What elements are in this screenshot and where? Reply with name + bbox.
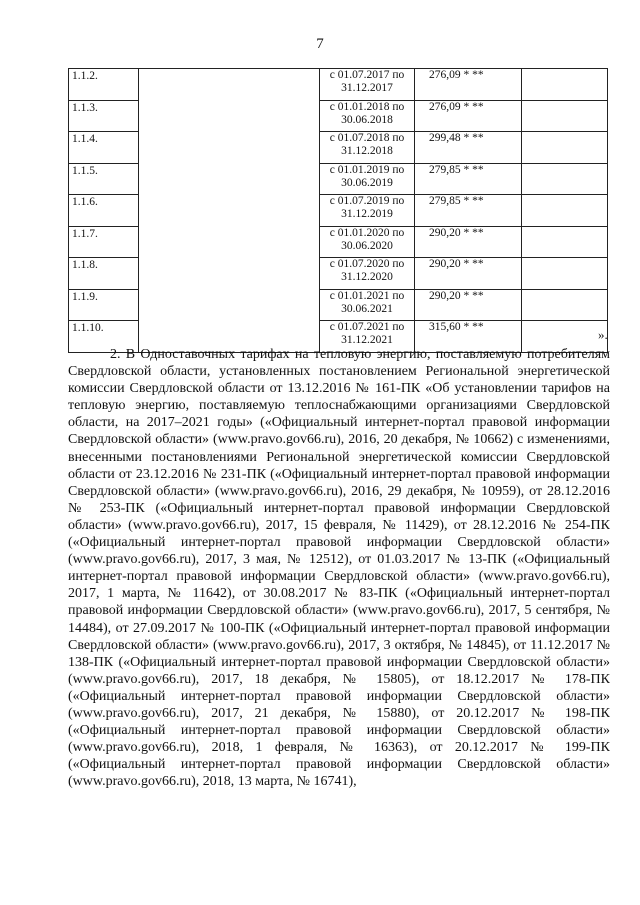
period-cell <box>320 69 415 101</box>
row-number: 1.1.7. <box>69 226 139 258</box>
table-row <box>69 69 608 101</box>
empty-cell <box>522 289 608 321</box>
period-from: с 01.07.2019 по <box>329 195 405 207</box>
period-to: 30.06.2019 <box>341 176 393 189</box>
tariff-value: 276,09 * ** <box>415 100 522 132</box>
tariff-value: 315,60 * ** <box>415 321 522 353</box>
period-to: 30.06.2021 <box>341 302 393 315</box>
period-cell <box>320 163 415 195</box>
row-number: 1.1.4. <box>69 132 139 164</box>
empty-cell <box>522 258 608 290</box>
tariff-value: 290,20 * ** <box>415 258 522 290</box>
page-number: 7 <box>316 36 324 52</box>
period-to: 31.12.2020 <box>341 271 393 283</box>
tariff-value: 276,09 * ** <box>415 69 522 101</box>
period-to: 30.06.2018 <box>341 113 393 126</box>
empty-cell <box>522 163 608 195</box>
period-from: с 01.07.2021 по <box>329 321 405 333</box>
period-from: с 01.07.2018 по <box>329 132 405 144</box>
period-cell <box>320 258 415 290</box>
period-cell <box>320 289 415 321</box>
body-text <box>68 346 610 790</box>
row-number: 1.1.5. <box>69 163 139 195</box>
empty-cell <box>522 195 608 227</box>
tariff-value: 290,20 * ** <box>415 289 522 321</box>
period-to: 31.12.2021 <box>341 334 393 346</box>
tariff-value: 299,48 * ** <box>415 132 522 164</box>
tariff-value: 279,85 * ** <box>415 163 522 195</box>
period-from: с 01.01.2018 по <box>329 100 405 113</box>
row-number: 1.1.3. <box>69 100 139 132</box>
period-from: с 01.07.2020 по <box>329 258 405 270</box>
empty-cell <box>522 100 608 132</box>
period-cell <box>320 100 415 132</box>
row-number: 1.1.6. <box>69 195 139 227</box>
row-number: 1.1.2. <box>69 69 139 101</box>
empty-cell <box>522 226 608 258</box>
tariff-value: 290,20 * ** <box>415 226 522 258</box>
period-to: 31.12.2018 <box>341 145 393 157</box>
row-number: 1.1.10. <box>69 321 139 353</box>
closing-quote: ». <box>598 327 608 342</box>
period-to: 31.12.2017 <box>341 82 393 94</box>
period-from: с 01.07.2017 по <box>329 69 405 81</box>
row-number: 1.1.8. <box>69 258 139 290</box>
period-cell <box>320 132 415 164</box>
period-cell <box>320 195 415 227</box>
period-cell <box>320 226 415 258</box>
period-from: с 01.01.2020 по <box>329 226 405 239</box>
paragraph-2: 2. В Одноставочных тарифах на тепловую энергию, поставляемую потребителям Свердловской области, установленных постановлением Региональной энергетической комиссии Свердловской области от 13.12.2016 № 161-ПК «Об установлении тарифов на тепловую энергию, поставляемую теплоснабжающими организациями Свердловской области, на 2017–2021 годы» («Официальный интернет-портал правовой информации Свердловской области» (www.pravo.gov66.ru), 2016, 20 декабря, № 10662) с изменениями, внесенными постановлениями Региональной энергетической комиссии Свердловской области от 23.12.2016 № 231-ПК («Официальный интернет-портал правовой информации Свердловской области» (www.pravo.gov66.ru), 2016, 29 декабря, № 10959), от 28.12.2016 № 253-ПК («Официальный интернет-портал правовой информации Свердловской области» (www.pravo.gov66.ru), 2017, 15 февраля, № 11429), от 28.12.2016 № 254-ПК («Официальный интернет-портал правовой информации Свердловской области» (www.pravo.gov66.ru), 2017, 3 мая, № 12512), от 01.03.2017 № 13-ПК («Официальный интернет-портал правовой информации Свердловской области» (www.pravo.gov66.ru), 2017, 1 марта, № 11642), от 30.08.2017 № 83-ПК («Официальный интернет-портал правовой информации Свердловской области» (www.pravo.gov66.ru), 2017, 5 сентября, № 14484), от 27.09.2017 № 100-ПК («Официальный интернет-портал правовой информации Свердловской области» (www.pravo.gov66.ru), 2017, 3 октября, № 14845), от 11.12.2017 № 138-ПК («Официальный интернет-портал правовой информации Свердловской области» (www.pravo.gov66.ru), 2017, 18 декабря, № 15805), от 18.12.2017 № 178-ПК («Официальный интернет-портал правовой информации Свердловской области» (www.pravo.gov66.ru), 2017, 21 декабря, № 15880), от 20.12.2017 № 198-ПК («Официальный интернет-портал правовой информации Свердловской области» (www.pravo.gov66.ru), 2018, 1 февраля, № 16363), от 20.12.2017 № 199-ПК («Официальный интернет-портал правовой информации Свердловской области» (www.pravo.gov66.ru), 2018, 13 марта, № 16741), <box>68 347 610 790</box>
empty-cell <box>522 132 608 164</box>
empty-cell <box>522 69 608 101</box>
period-from: с 01.01.2021 по <box>329 289 405 302</box>
period-to: 31.12.2019 <box>341 208 393 220</box>
period-from: с 01.01.2019 по <box>329 163 405 176</box>
tariff-table <box>68 68 608 353</box>
organization-name-cell <box>139 69 320 353</box>
tariff-value: 279,85 * ** <box>415 195 522 227</box>
row-number: 1.1.9. <box>69 289 139 321</box>
period-to: 30.06.2020 <box>341 239 393 252</box>
